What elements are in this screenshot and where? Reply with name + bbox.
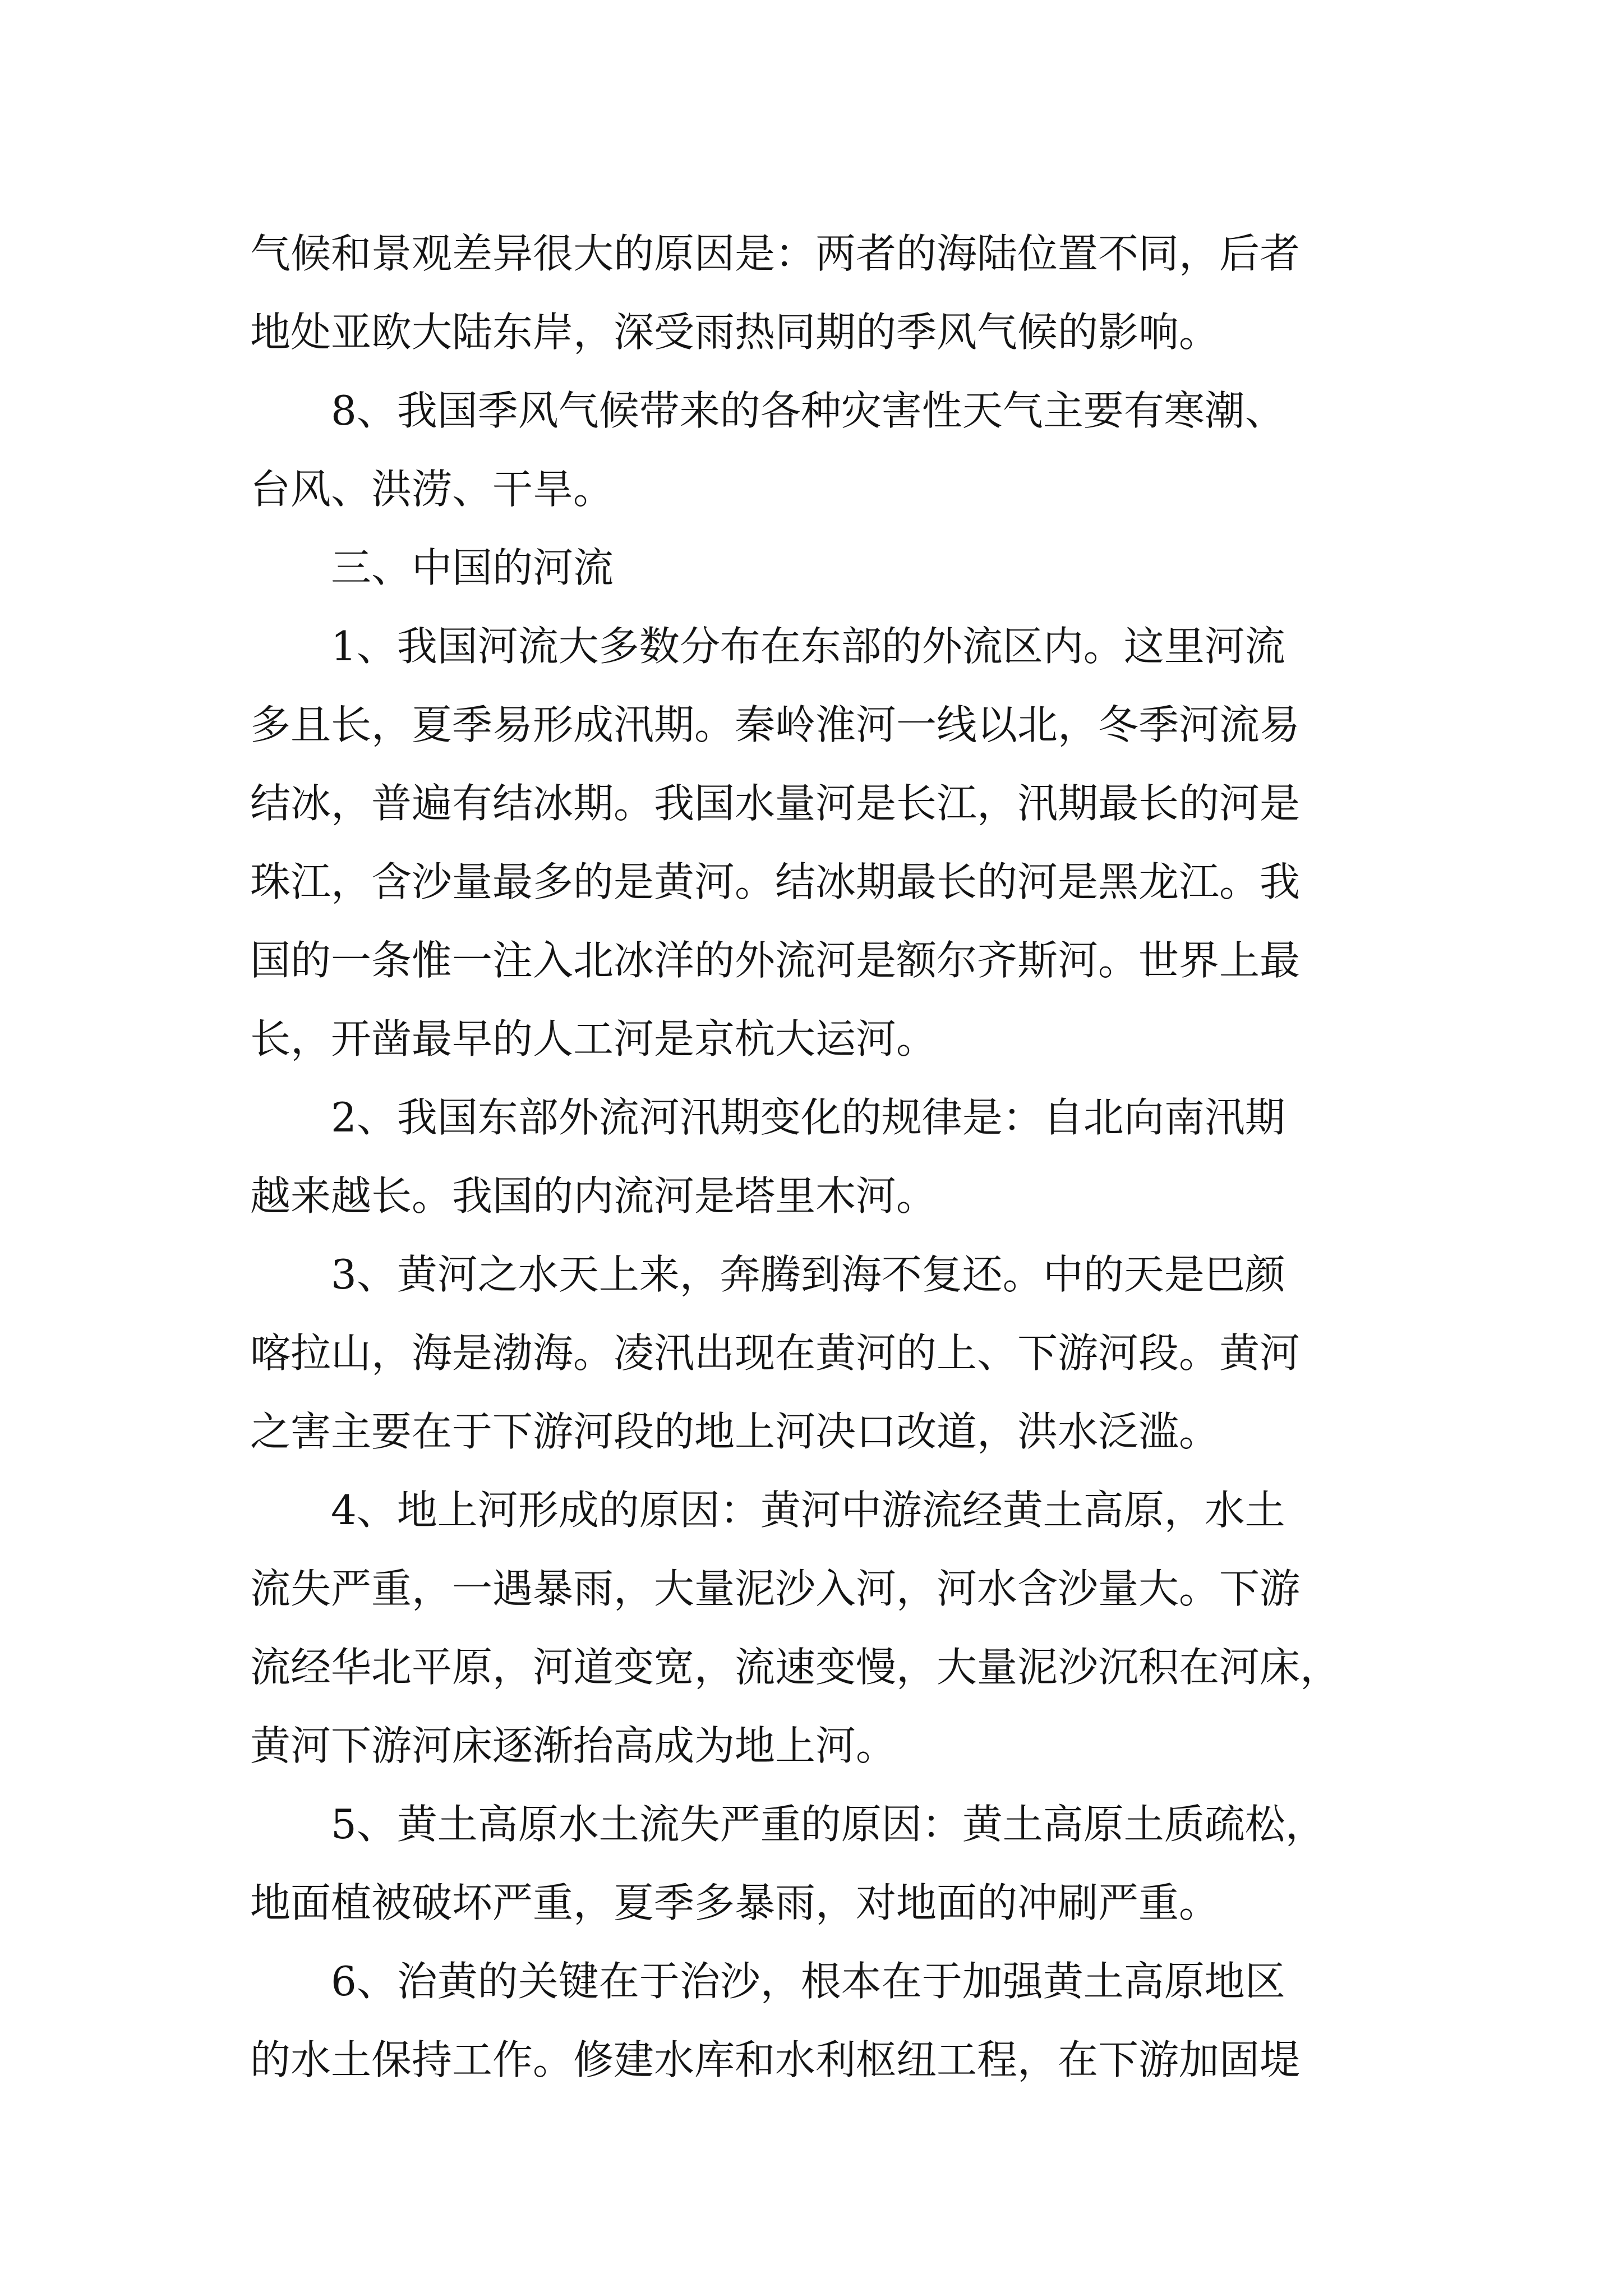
text-line: 3、黄河之水天上来，奔腾到海不复还。中的天是巴颜 [331, 1251, 1285, 1298]
text-line: 5、黄土高原水土流失严重的原因：黄土高原土质疏松， [331, 1801, 1326, 1848]
text-line: 6、治黄的关键在于治沙，根本在于加强黄土高原地区 [331, 1958, 1285, 2005]
text-line: 4、地上河形成的原因：黄河中游流经黄土高原，水土 [331, 1487, 1285, 1534]
text-line: 2、我国东部外流河汛期变化的规律是：自北向南汛期 [331, 1094, 1285, 1141]
text-line: 的水土保持工作。修建水库和水利枢纽工程，在下游加固堤 [250, 2036, 1301, 2083]
text-line: 地面植被破坏严重，夏季多暴雨，对地面的冲刷严重。 [250, 1879, 1220, 1926]
text-line: 流失严重，一遇暴雨，大量泥沙入河，河水含沙量大。下游 [250, 1565, 1301, 1612]
text-line: 气候和景观差异很大的原因是：两者的海陆位置不同，后者 [250, 230, 1301, 277]
text-line: 1、我国河流大多数分布在东部的外流区内。这里河流 [331, 623, 1285, 670]
text-line: 8、我国季风气候带来的各种灾害性天气主要有寒潮、 [331, 387, 1285, 434]
text-line: 珠江，含沙量最多的是黄河。结冰期最长的河是黑龙江。我 [250, 858, 1301, 905]
text-line: 地处亚欧大陆东岸，深受雨热同期的季风气候的影响。 [250, 309, 1220, 356]
text-line: 台风、洪涝、干旱。 [250, 466, 614, 513]
text-line: 流经华北平原，河道变宽，流速变慢，大量泥沙沉积在河床， [250, 1644, 1341, 1691]
text-line: 国的一条惟一注入北冰洋的外流河是额尔齐斯河。世界上最 [250, 937, 1301, 984]
body-text [250, 214, 1394, 2099]
section-heading: 三、中国的河流 [331, 544, 614, 591]
text-line: 长，开凿最早的人工河是京杭大运河。 [250, 1015, 937, 1062]
text-line: 之害主要在于下游河段的地上河决口改道，洪水泛滥。 [250, 1408, 1220, 1455]
text-line: 多且长，夏季易形成汛期。秦岭淮河一线以北，冬季河流易 [250, 701, 1301, 748]
text-line: 越来越长。我国的内流河是塔里木河。 [250, 1172, 937, 1220]
text-line: 黄河下游河床逐渐抬高成为地上河。 [250, 1722, 897, 1769]
text-line: 喀拉山，海是渤海。凌汛出现在黄河的上、下游河段。黄河 [250, 1329, 1301, 1377]
text-line: 结冰，普遍有结冰期。我国水量河是长江，汛期最长的河是 [250, 780, 1301, 827]
